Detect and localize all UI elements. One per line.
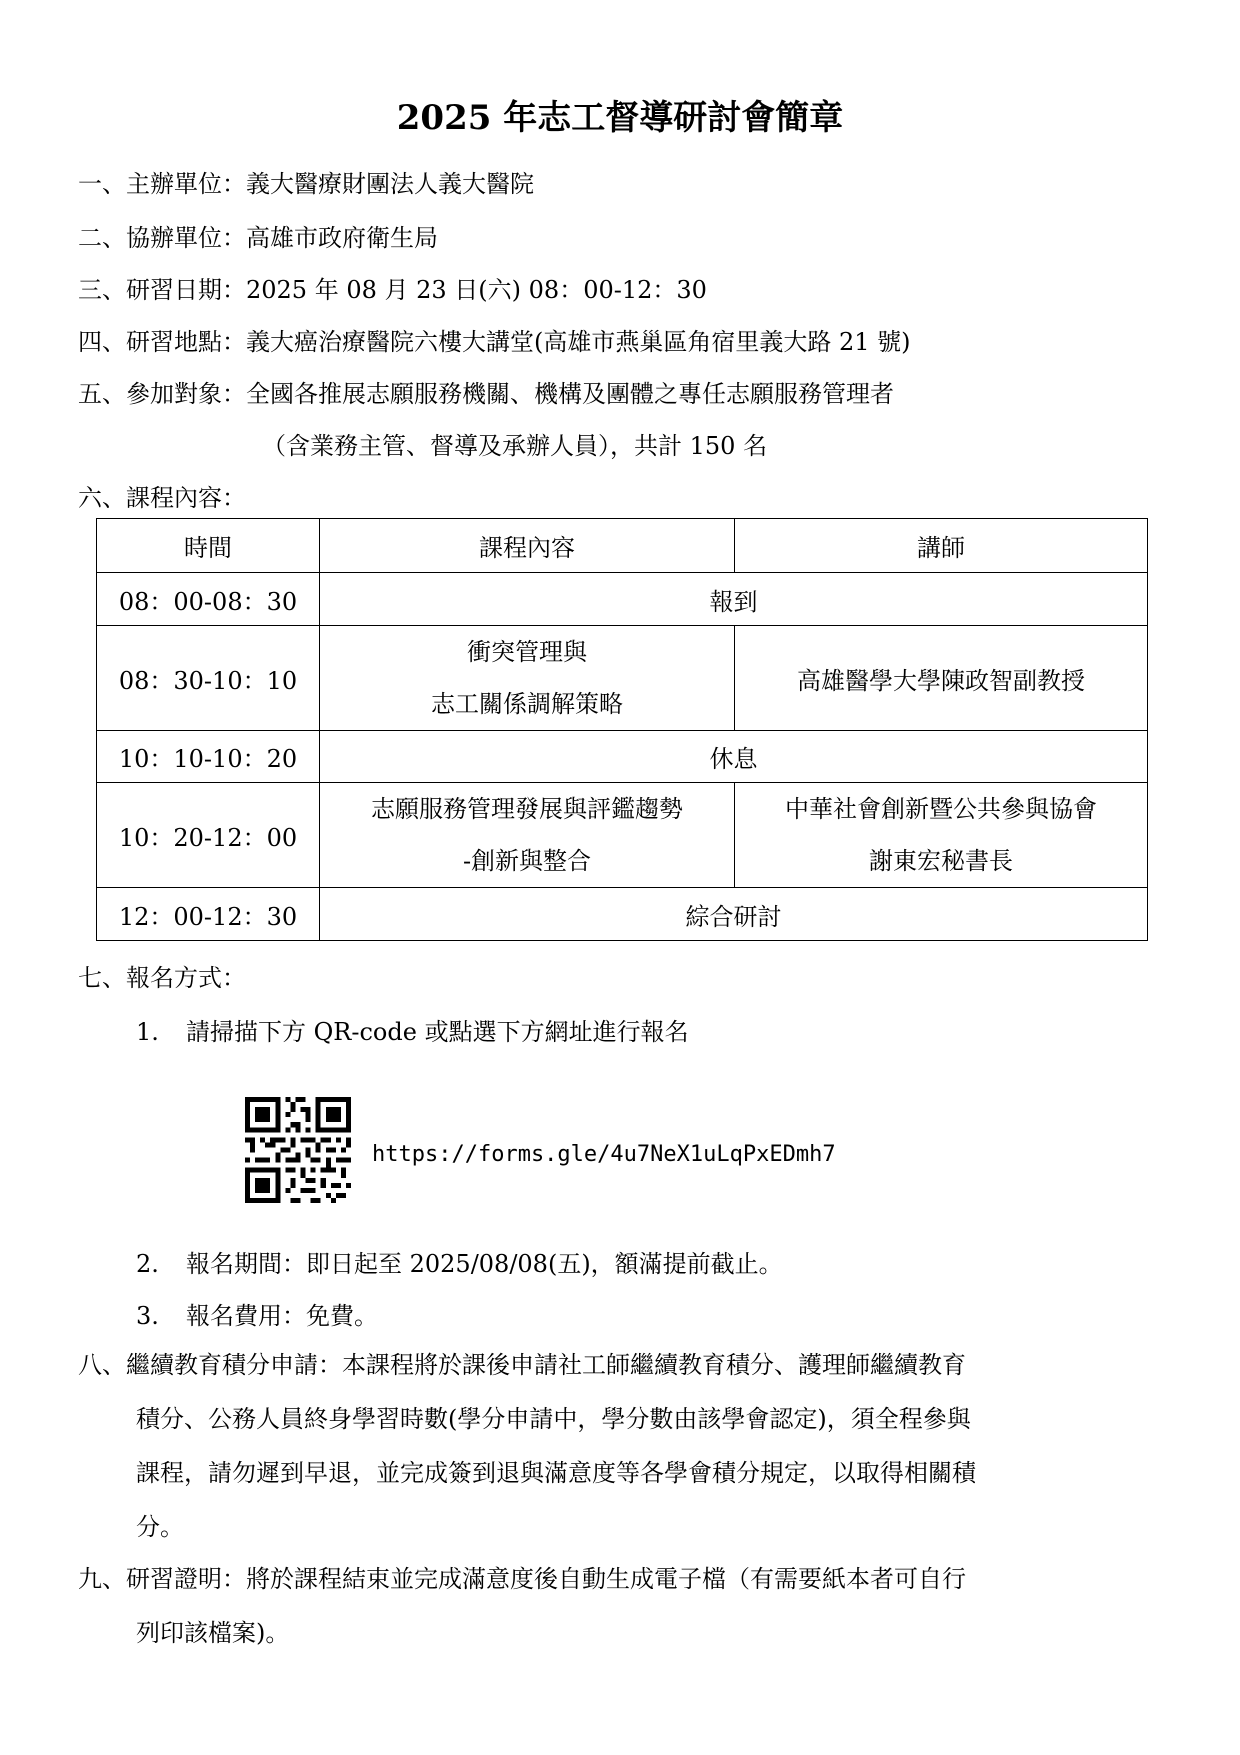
row-time: 12：00-12：30: [97, 888, 320, 941]
page-title: 2025 年志工督導研討會簡章: [396, 98, 844, 138]
registration-step-1: [136, 1016, 689, 1048]
venue-line: 四、研習地點：義大癌治療醫院六樓大講堂(高雄市燕巢區角宿里義大路 21 號): [78, 328, 911, 356]
registration-step-3: [136, 1300, 378, 1332]
header-speaker: 講師: [735, 519, 1148, 573]
row-time: 08：00-08：30: [97, 573, 320, 626]
table-row: [97, 573, 1148, 626]
row-content-line: -創新與整合: [462, 847, 592, 875]
audience-line: 五、參加對象：全國各推展志願服務機關、機構及團體之專任志願服務管理者: [78, 380, 894, 408]
row-speaker-line: 謝東宏秘書長: [869, 847, 1013, 875]
row-content: 報到: [320, 573, 1148, 626]
registration-heading: 七、報名方式：: [78, 964, 246, 992]
row-content: [320, 626, 735, 731]
credits-lead: 八、繼續教育積分申請：本課程將於課後申請社工師繼續教育積分、護理師繼續教育: [78, 1351, 966, 1379]
step-text: 報名費用：免費。: [186, 1302, 378, 1330]
table-row: [97, 731, 1148, 783]
step-number: 1.: [136, 1018, 159, 1046]
row-speaker: 高雄醫學大學陳政智副教授: [735, 626, 1148, 731]
schedule-table: [96, 518, 1148, 941]
credits-line: 分。: [136, 1513, 184, 1541]
row-content-line: 志工關係調解策略: [431, 690, 623, 718]
table-row: [97, 626, 1148, 731]
row-time: 10：20-12：00: [97, 783, 320, 888]
row-content: [320, 783, 735, 888]
registration-step-2: [136, 1248, 783, 1280]
table-row: [97, 783, 1148, 888]
row-content-line: 衝突管理與: [467, 638, 587, 666]
table-header-row: [97, 519, 1148, 573]
row-speaker: [735, 783, 1148, 888]
row-time: 08：30-10：10: [97, 626, 320, 731]
table-row: [97, 888, 1148, 941]
step-number: 3.: [136, 1302, 159, 1330]
row-content: 綜合研討: [320, 888, 1148, 941]
registration-url-link[interactable]: https://forms.gle/4u7NeX1uLqPxEDmh7: [372, 1142, 836, 1167]
course-heading: 六、課程內容：: [78, 484, 246, 512]
credits-line: 積分、公務人員終身學習時數(學分申請中，學分數由該學會認定)，須全程參與: [136, 1405, 971, 1433]
certificate-section: [78, 1552, 1168, 1660]
step-text: 報名期間：即日起至 2025/08/08(五)，額滿提前截止。: [186, 1250, 783, 1278]
audience-detail: （含業務主管、督導及承辦人員），共計 150 名: [262, 432, 768, 460]
date-line: 三、研習日期：2025 年 08 月 23 日(六) 08：00-12：30: [78, 276, 707, 304]
certificate-lead: 九、研習證明：將於課程結束並完成滿意度後自動生成電子檔（有需要紙本者可自行: [78, 1565, 966, 1593]
step-text: 請掃描下方 QR-code 或點選下方網址進行報名: [186, 1018, 689, 1046]
row-time: 10：10-10：20: [97, 731, 320, 783]
credits-line: 課程，請勿遲到早退，並完成簽到退與滿意度等各學會積分規定，以取得相關積: [136, 1459, 976, 1487]
step-number: 2.: [136, 1250, 159, 1278]
row-content: 休息: [320, 731, 1148, 783]
qr-code-icon[interactable]: [245, 1097, 351, 1203]
credits-section: [78, 1338, 1168, 1554]
organizer-line: 一、主辦單位：義大醫療財團法人義大醫院: [78, 170, 534, 198]
row-speaker-line: 中華社會創新暨公共參與協會: [785, 795, 1097, 823]
header-content: 課程內容: [320, 519, 735, 573]
co-organizer-line: 二、協辦單位：高雄市政府衛生局: [78, 224, 438, 252]
certificate-line: 列印該檔案)。: [136, 1619, 290, 1647]
header-time: 時間: [97, 519, 320, 573]
row-content-line: 志願服務管理發展與評鑑趨勢: [371, 795, 683, 823]
